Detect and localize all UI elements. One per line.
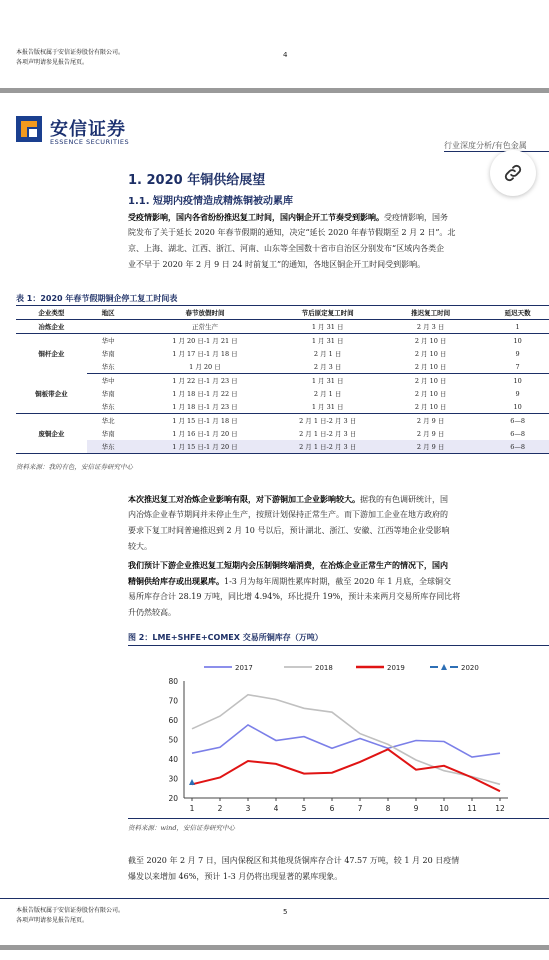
logo-text-en: ESSENCE SECURITIES bbox=[50, 138, 130, 146]
page-separator bbox=[0, 88, 549, 93]
x-tick-label: 4 bbox=[273, 804, 279, 813]
x-tick-label: 10 bbox=[439, 804, 449, 813]
y-tick-label: 40 bbox=[168, 755, 178, 764]
paragraph-3-rest: 1-3 月为每年周期性累库时期，截至 2020 年 1 月底，全球铜交 bbox=[224, 577, 452, 586]
table-cell: 华东 bbox=[87, 440, 130, 454]
table-cell: 2 月 1 日-2 月 3 日 bbox=[299, 430, 357, 438]
x-tick-label: 9 bbox=[413, 804, 419, 813]
table-cell: 华东 bbox=[87, 400, 130, 414]
legend-label-2019: 2019 bbox=[387, 664, 405, 672]
table-cell: 1 月 20 日 bbox=[130, 360, 281, 374]
y-tick-label: 20 bbox=[168, 794, 178, 803]
footer-rule bbox=[0, 898, 549, 899]
table-cell: 2 月 10 日 bbox=[414, 390, 447, 398]
table-row bbox=[16, 414, 549, 428]
table-cell: 2 月 9 日 bbox=[416, 430, 445, 438]
table-row bbox=[16, 400, 549, 414]
col-header: 春节放假时间 bbox=[130, 306, 281, 320]
col-header: 节后原定复工时间 bbox=[280, 306, 375, 320]
col-header: 延迟天数 bbox=[486, 306, 549, 320]
paragraph-1-bold: 受疫情影响，国内各省纷纷推迟复工时间，国内铜企开工节奏受到影响。 bbox=[128, 212, 384, 222]
table-cell: 1 月 31 日 bbox=[311, 337, 344, 345]
paragraph-3-line-3: 易所库存合计 28.19 万吨，同比增 4.94%，环比提升 19%，预计未来两月交易所库存同比将 bbox=[128, 592, 461, 601]
table-cell: 2 月 9 日 bbox=[375, 440, 486, 454]
table-cell: 华中 bbox=[101, 337, 115, 345]
x-tick-label: 12 bbox=[495, 804, 505, 813]
y-tick-label: 70 bbox=[168, 696, 178, 706]
subsection-heading: 1.1. 短期内疫情造成精炼铜被动累库 bbox=[128, 196, 293, 207]
prev-page-disclaimer-1: 本报告版权属于安信证券股份有限公司。 bbox=[16, 49, 125, 56]
table-row-highlighted bbox=[16, 440, 549, 454]
table-cell: 2 月 10 日 bbox=[375, 400, 486, 414]
table-cell: 1 月 31 日 bbox=[280, 320, 375, 334]
table-cell: 10 bbox=[513, 336, 522, 345]
table-cell: 1 月 22 日-1 月 23 日 bbox=[172, 377, 238, 385]
col-header: 企业类型 bbox=[16, 306, 87, 320]
table-cell: 1 月 17 日-1 月 18 日 bbox=[172, 350, 238, 358]
page-separator-bottom bbox=[0, 945, 549, 950]
company-logo bbox=[16, 116, 42, 146]
table-row bbox=[16, 320, 549, 334]
series-line-2017 bbox=[192, 725, 500, 757]
table-cell: 2 月 1 日-2 月 3 日 bbox=[280, 440, 375, 454]
paragraph-1-line-1 bbox=[128, 209, 448, 226]
x-tick-label: 1 bbox=[189, 804, 195, 813]
table-row bbox=[16, 427, 549, 440]
table-source: 资料来源：我的有色，安信证券研究中心 bbox=[16, 463, 133, 471]
table-cell: 2 月 10 日 bbox=[414, 377, 447, 385]
table-cell: 1 月 18 日-1 月 22 日 bbox=[172, 390, 238, 398]
x-tick-label: 5 bbox=[301, 804, 307, 813]
figure-rule bbox=[128, 645, 549, 646]
x-tick-label: 7 bbox=[357, 804, 363, 813]
table-cell: 华中 bbox=[101, 377, 115, 385]
table-cell: 1 月 15 日-1 月 18 日 bbox=[172, 417, 238, 425]
table-title: 表 1：2020 年春节假期铜企停工复工时间表 bbox=[16, 294, 178, 303]
x-tick-label: 2 bbox=[217, 804, 223, 813]
logo-mark-icon bbox=[16, 116, 42, 142]
col-header: 推迟复工时间 bbox=[375, 306, 486, 320]
paragraph-2-line-2: 内冶炼企业春节期间并未停止生产，按照计划保持正常生产。而下游加工企业在地方政府的 bbox=[128, 510, 448, 519]
paragraph-3-bold-2: 精铜供给库存或出现累库。 bbox=[128, 576, 224, 586]
y-tick-label: 50 bbox=[168, 735, 178, 745]
link-icon bbox=[502, 162, 524, 184]
table-cell: 6—8 bbox=[510, 429, 526, 438]
col-header: 地区 bbox=[87, 306, 130, 320]
table-cell: 铜板带企业 bbox=[16, 374, 87, 414]
footer-page-number: 5 bbox=[283, 908, 288, 916]
table-cell: 2 月 3 日 bbox=[280, 360, 375, 374]
report-category-tag: 行业深度分析/有色金属 bbox=[444, 141, 527, 150]
table-cell bbox=[87, 320, 130, 334]
table-cell: 华南 bbox=[101, 430, 115, 438]
paragraph-3-line-2 bbox=[128, 573, 451, 590]
legend-label-2017: 2017 bbox=[235, 664, 253, 672]
table-cell: 1 月 31 日 bbox=[311, 377, 344, 385]
table-cell: 9 bbox=[515, 389, 520, 398]
table-cell: 废铜企业 bbox=[16, 414, 87, 454]
table-cell: 1 月 18 日-1 月 23 日 bbox=[130, 400, 281, 414]
table-cell: 华南 bbox=[101, 390, 115, 398]
table-cell: 10 bbox=[486, 400, 549, 414]
table-header-row bbox=[16, 306, 549, 320]
table-cell: 7 bbox=[486, 360, 549, 374]
table-cell: 2 月 1 日 bbox=[313, 350, 342, 358]
copy-link-button[interactable] bbox=[490, 150, 536, 196]
legend-label-2018: 2018 bbox=[315, 664, 333, 672]
prev-page-disclaimer-2: 各项声明请参见报告尾页。 bbox=[16, 59, 89, 66]
copper-inventory-line-chart bbox=[128, 648, 549, 818]
paragraph-3-line-4: 升仍然较高。 bbox=[128, 608, 176, 617]
table-cell: 华北 bbox=[101, 417, 115, 425]
table-cell: 2 月 10 日 bbox=[414, 337, 447, 345]
series-line-2019 bbox=[192, 749, 500, 791]
shutdown-schedule-table bbox=[16, 305, 549, 454]
table-cell: 铜杆企业 bbox=[38, 350, 65, 359]
paragraph-3-bold-1: 我们预计下游企业推迟复工短期内会压制铜终端消费，在冶炼企业正常生产的情况下，国内 bbox=[128, 560, 448, 570]
closing-line-1: 截至 2020 年 2 月 7 日，国内保税区和其他现货铜库存合计 47.57 万吨，较 1 月 20 日疫情 bbox=[128, 856, 460, 865]
table-cell: 10 bbox=[513, 376, 522, 385]
figure-bottom-rule bbox=[128, 818, 549, 819]
table-row bbox=[16, 387, 549, 400]
paragraph-2-line-1 bbox=[128, 491, 448, 508]
closing-line-2: 爆发以来增加 46%，预计 1-3 月仍将出现显著的累库现象。 bbox=[128, 872, 343, 881]
paragraph-3-line-1 bbox=[128, 557, 448, 574]
table-cell: 2 月 10 日 bbox=[375, 360, 486, 374]
x-tick-label: 3 bbox=[245, 804, 251, 813]
table-row bbox=[16, 347, 549, 360]
x-tick-label: 6 bbox=[329, 804, 335, 813]
paragraph-2-line-4: 较大。 bbox=[128, 542, 152, 551]
table-cell: 2 月 9 日 bbox=[416, 417, 445, 425]
table-row bbox=[16, 374, 549, 388]
y-tick-label: 60 bbox=[168, 716, 178, 725]
paragraph-2-rest: 据我的有色调研统计，国 bbox=[360, 495, 448, 504]
series-marker-2020 bbox=[189, 779, 195, 785]
paragraph-1-line-4: 业不早于 2020 年 2 月 9 日 24 时前复工”的通知，各地区铜企开工时间受到影响。 bbox=[128, 260, 426, 269]
paragraph-2-line-3: 要求下复工时间普遍推迟到 2 月 10 号以后，预计湖北、浙江、安徽、江西等地企业受影响 bbox=[128, 526, 450, 535]
table-cell: 2 月 1 日-2 月 3 日 bbox=[299, 417, 357, 425]
legend-marker-2020 bbox=[441, 664, 447, 670]
x-tick-label: 11 bbox=[467, 804, 477, 813]
table-row bbox=[16, 360, 549, 374]
paragraph-1-rest: 受疫情影响，国务 bbox=[384, 213, 448, 222]
table-cell: 6—8 bbox=[510, 416, 526, 425]
table-cell: 6—8 bbox=[486, 440, 549, 454]
legend-label-2020: 2020 bbox=[461, 664, 479, 672]
footer-disclaimer-1: 本报告版权属于安信证券股份有限公司。 bbox=[16, 907, 125, 914]
table-cell: 9 bbox=[515, 349, 520, 358]
table-cell: 1 月 31 日 bbox=[280, 400, 375, 414]
paragraph-1-line-3: 京、上海、湖北、江西、浙江、河南、山东等全国数十省市自治区分别发布“区域内各类企 bbox=[128, 244, 445, 253]
footer-disclaimer-2: 各项声明请参见报告尾页。 bbox=[16, 917, 89, 924]
table-cell: 华南 bbox=[101, 350, 115, 358]
table-row bbox=[16, 334, 549, 348]
x-tick-label: 8 bbox=[385, 804, 391, 813]
table-cell: 2 月 3 日 bbox=[375, 320, 486, 334]
table-cell: 1 月 15 日-1 月 20 日 bbox=[130, 440, 281, 454]
table-cell: 华东 bbox=[87, 360, 130, 374]
y-tick-label: 30 bbox=[168, 774, 178, 784]
y-tick-label: 80 bbox=[168, 677, 178, 686]
table-cell: 2 月 1 日 bbox=[313, 390, 342, 398]
header-rule bbox=[444, 151, 549, 152]
table-cell: 1 bbox=[486, 320, 549, 334]
paragraph-2-bold: 本次推迟复工对冶炼企业影响有限，对下游铜加工企业影响较大。 bbox=[128, 494, 360, 504]
paragraph-1-line-2: 院发布了关于延长 2020 年春节假期的通知，决定“延长 2020 年春节假期至 2 月 2 日”。北 bbox=[128, 228, 456, 237]
figure-title: 图 2：LME+SHFE+COMEX 交易所铜库存（万吨） bbox=[128, 633, 323, 642]
prev-page-number: 4 bbox=[283, 51, 288, 59]
logo-text-cn: 安信证券 bbox=[50, 119, 126, 140]
table-cell: 1 月 20 日-1 月 21 日 bbox=[172, 337, 238, 345]
table-cell: 正常生产 bbox=[130, 320, 281, 334]
table-cell: 冶炼企业 bbox=[16, 320, 87, 334]
table-cell: 2 月 10 日 bbox=[414, 350, 447, 358]
table-cell: 1 月 16 日-1 月 20 日 bbox=[172, 430, 238, 438]
figure-source: 资料来源：wind，安信证券研究中心 bbox=[128, 824, 235, 832]
section-heading: 1. 2020 年铜供给展望 bbox=[128, 173, 266, 188]
